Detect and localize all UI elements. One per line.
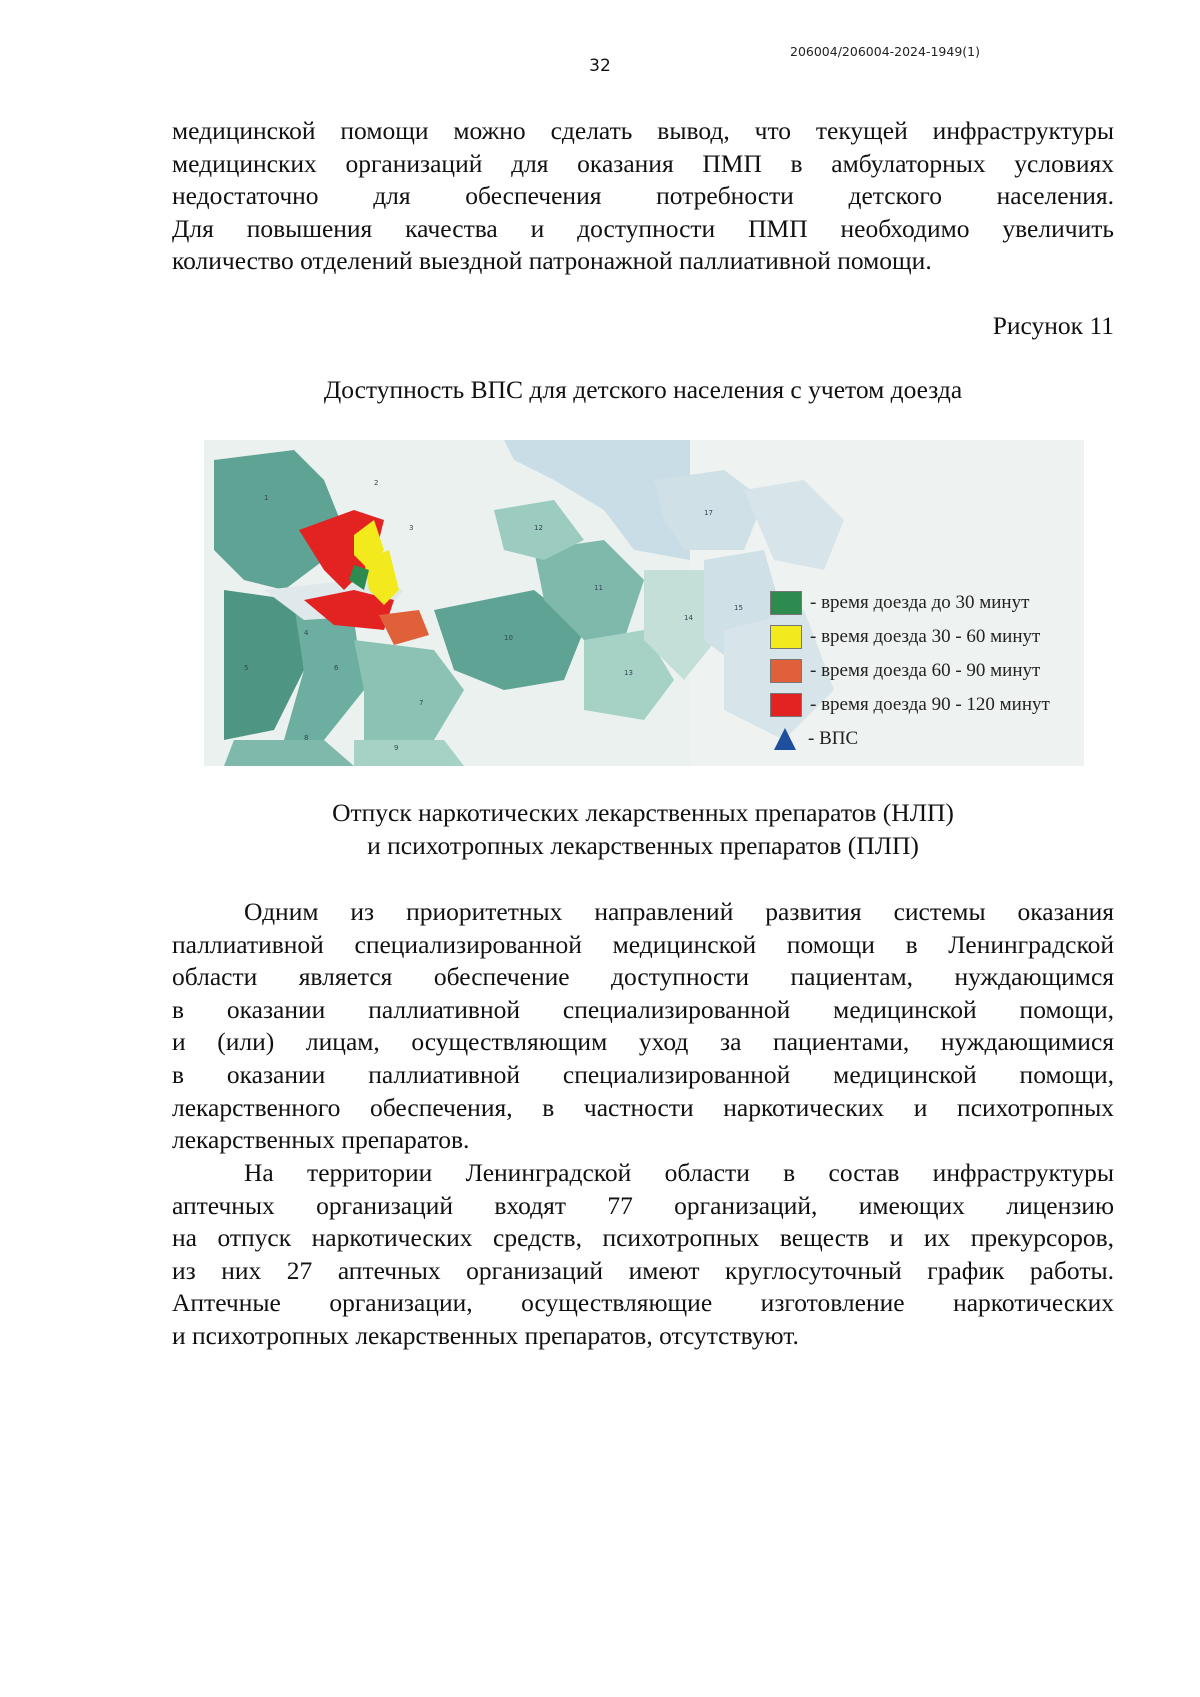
district-number-label: 13 bbox=[624, 669, 633, 677]
figure-label: Рисунок 11 bbox=[992, 311, 1114, 340]
text-line: медицинской помощи можно сделать вывод, что текущей инфраструктуры bbox=[172, 116, 1114, 145]
text-line: лекарственных препаратов. bbox=[172, 1125, 470, 1155]
text-line: в оказании паллиативной специализированной медицинской помощи, bbox=[172, 994, 1114, 1024]
legend-swatch bbox=[770, 591, 802, 615]
legend-swatch bbox=[770, 693, 802, 717]
legend-item bbox=[770, 688, 1100, 722]
text-line: и психотропных лекарственных препаратов, отсутствуют. bbox=[172, 1320, 799, 1350]
district-number-label: 3 bbox=[409, 524, 414, 532]
text-line: Для повышения качества и доступности ПМП необходимо увеличить bbox=[172, 213, 1114, 243]
legend-item bbox=[770, 586, 1100, 620]
text-line: лекарственного обеспечения, в частности наркотических и психотропных bbox=[172, 1092, 1114, 1122]
paragraph-intro bbox=[172, 115, 1114, 278]
text-line: на отпуск наркотических средств, психотропных веществ и их прекурсоров, bbox=[172, 1223, 1114, 1253]
map-legend bbox=[770, 586, 1100, 756]
legend-item bbox=[770, 722, 1100, 756]
paragraph-pharmacies bbox=[172, 1157, 1114, 1353]
legend-item bbox=[770, 654, 1100, 688]
section-title bbox=[172, 797, 1114, 862]
page-number: 32 bbox=[589, 56, 611, 76]
section-title-line: и психотропных лекарственных препаратов (ПЛП) bbox=[367, 830, 919, 860]
legend-swatch bbox=[770, 625, 802, 649]
text-line: паллиативной специализированной медицинской помощи в Ленинградской bbox=[172, 929, 1114, 959]
triangle-icon bbox=[774, 728, 796, 750]
text-line: медицинских организаций для оказания ПМП в амбулаторных условиях bbox=[172, 148, 1114, 178]
text-line: недостаточно для обеспечения потребности детского населения. bbox=[172, 181, 1114, 211]
legend-label: - ВПС bbox=[808, 728, 859, 749]
legend-label: - время доезда до 30 минут bbox=[810, 592, 1030, 613]
text-line: области является обеспечение доступности пациентам, нуждающимся bbox=[172, 962, 1114, 992]
district-number-label: 14 bbox=[684, 614, 693, 622]
district-number-label: 12 bbox=[534, 524, 543, 532]
district-number-label: 1 bbox=[264, 494, 269, 502]
district-number-label: 6 bbox=[334, 664, 339, 672]
text-line: и (или) лицам, осуществляющим уход за пациентами, нуждающимися bbox=[172, 1027, 1114, 1057]
text-line: Одним из приоритетных направлений развития системы оказания bbox=[244, 897, 1114, 926]
district-number-label: 4 bbox=[304, 629, 309, 637]
text-line: аптечных организаций входят 77 организаций, имеющих лицензию bbox=[172, 1190, 1114, 1220]
section-title-line: Отпуск наркотических лекарственных препаратов (НЛП) bbox=[332, 798, 954, 827]
text-line: количество отделений выездной патронажной паллиативной помощи. bbox=[172, 246, 932, 276]
legend-label: - время доезда 60 - 90 минут bbox=[810, 660, 1041, 681]
district-number-label: 15 bbox=[734, 604, 743, 612]
text-line: На территории Ленинградской области в состав инфраструктуры bbox=[244, 1158, 1114, 1187]
legend-swatch bbox=[770, 659, 802, 683]
legend-item bbox=[770, 620, 1100, 654]
district-number-label: 11 bbox=[594, 584, 603, 592]
legend-label: - время доезда 90 - 120 минут bbox=[810, 694, 1050, 715]
legend-label: - время доезда 30 - 60 минут bbox=[810, 626, 1041, 647]
district-number-label: 7 bbox=[419, 699, 424, 707]
document-id: 206004/206004-2024-1949(1) bbox=[790, 44, 980, 59]
text-line: Аптечные организации, осуществляющие изготовление наркотических bbox=[172, 1288, 1114, 1318]
district-number-label: 9 bbox=[394, 744, 399, 752]
district-number-label: 10 bbox=[504, 634, 513, 642]
district-number-label: 17 bbox=[704, 509, 713, 517]
district-number-label: 2 bbox=[374, 479, 379, 487]
text-line: из них 27 аптечных организаций имеют круглосуточный график работы. bbox=[172, 1255, 1114, 1285]
district-number-label: 5 bbox=[244, 664, 249, 672]
figure-title: Доступность ВПС для детского населения с учетом доезда bbox=[323, 375, 963, 404]
district-number-label: 8 bbox=[304, 734, 309, 742]
text-line: в оказании паллиативной специализированной медицинской помощи, bbox=[172, 1059, 1114, 1089]
paragraph-priority bbox=[172, 896, 1114, 1157]
